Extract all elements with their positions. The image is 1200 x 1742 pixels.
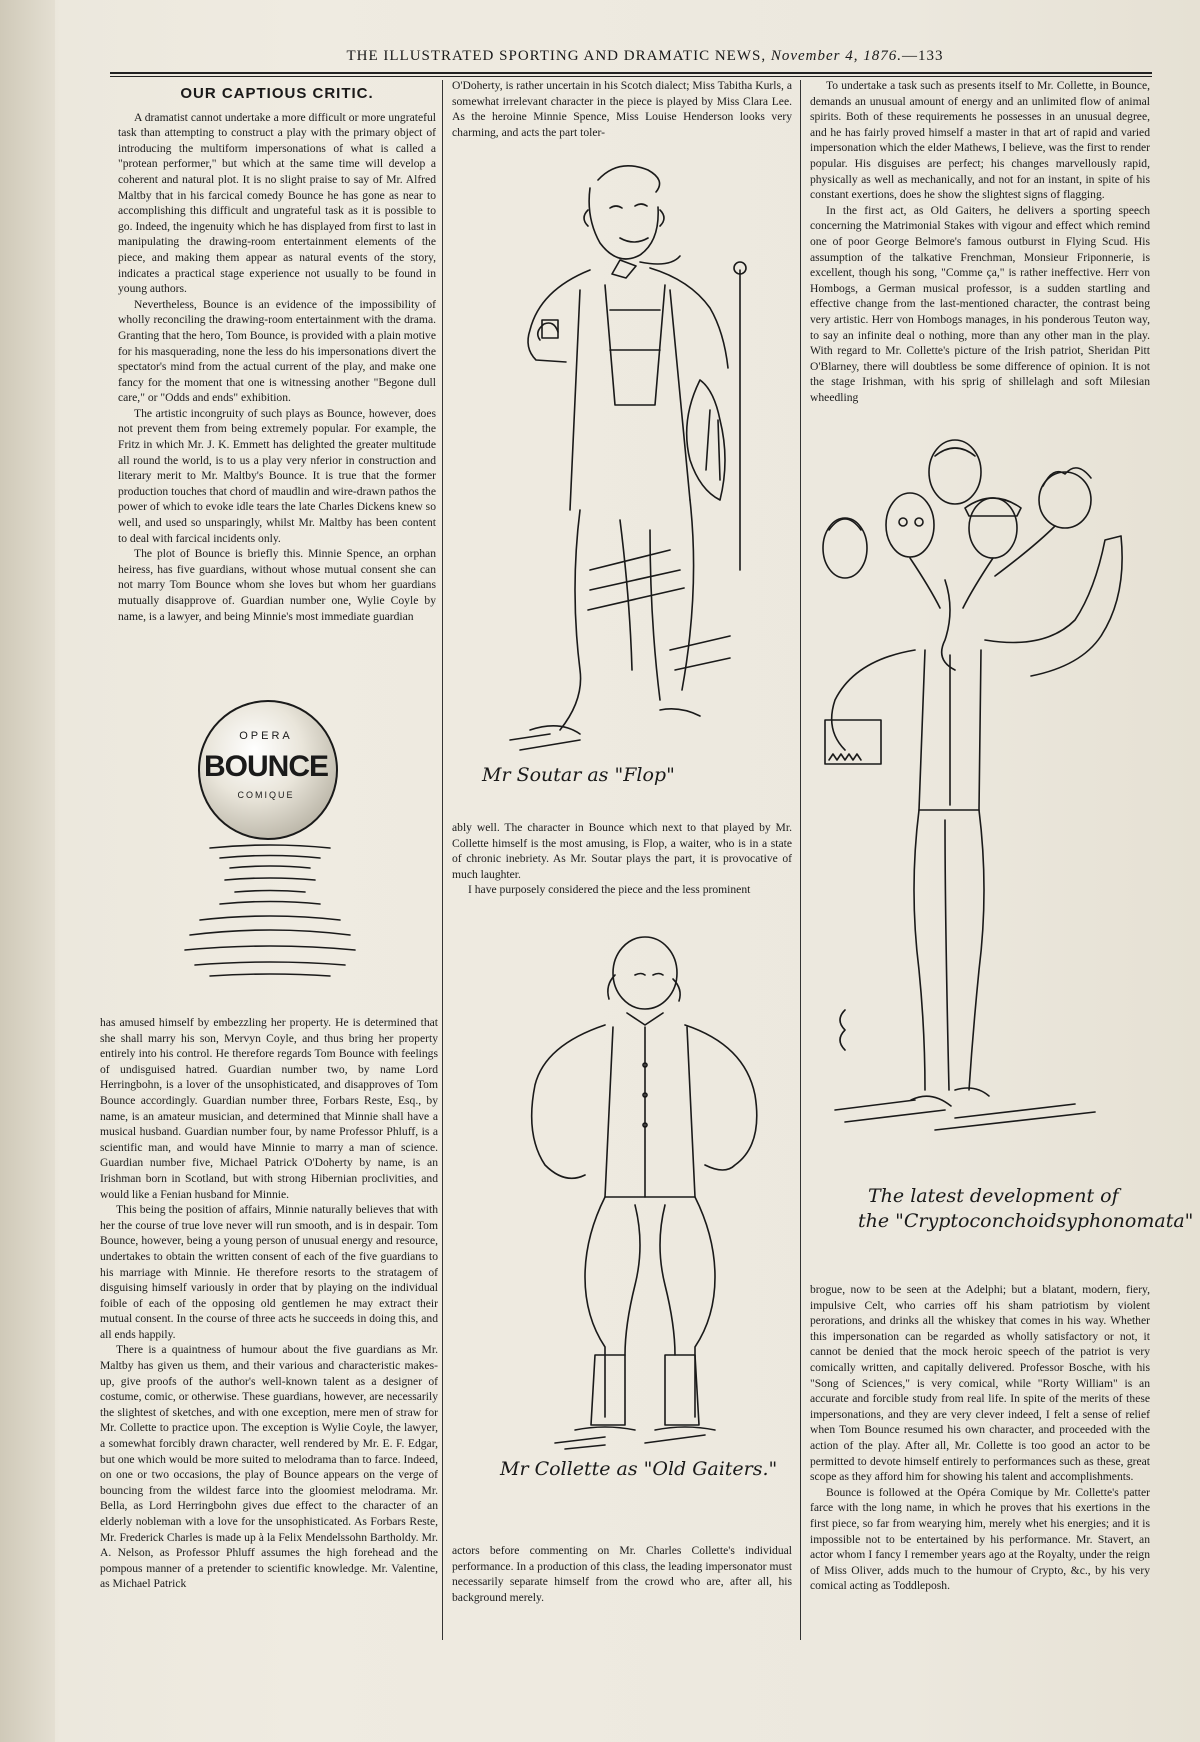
paragraph: I have purposely considered the piece and the less prominent (468, 883, 751, 897)
masthead-date: November 4, 1876. (770, 48, 902, 64)
column-1-top (118, 82, 436, 624)
caption-crypto-line-2: the "Cryptoconchoidsyphonomata" (858, 1210, 1194, 1232)
paragraph: In the first act, as Old Gaiters, he delivers a sporting speech concerning the Matrimonial Stakes with vigour and effect which remind one of poor George Belmore's famous outburst in Flying Scud. His assumption of the talkative Frenchman, Monsieur Friponnerie, is excellent, though his song, "Comme ça," is rather ineffective. Herr von Hombogs, a German musical professor, is a sudden startling and effective change from the last-mentioned character, the contrast being very artistic. Herr von Hombogs manages, in his ponderous Teuton way, to say an infinite deal o nothing, more than any other man in the play. With regard to Mr. Collette's picture of the Irish patriot, Sheridan Pitt O'Blarney, there will doubtless be some difference of opinion. It is not the stage Irishman, with his sprig of shillelagh and soft Milesian wheedling (810, 203, 1150, 404)
masthead-title: THE ILLUSTRATED SPORTING AND DRAMATIC NEWS, (346, 48, 767, 64)
crypto-illustration (815, 430, 1145, 1190)
paragraph: Bounce is followed at the Opéra Comique by Mr. Collette's patter farce with the long name, in which he proves that his exertions in the first piece, so far from wearying him, merely whet his energies; and it is impossible not to be entertained by his performance. Mr. Stavert, an actor whom I fancy I remember years ago at the Royalty, under the reign of Miss Oliver, adds much to the humour of Crypto, &c., by his very comical acting as Toddleposh. (810, 1485, 1150, 1593)
paragraph: O'Doherty, is rather uncertain in his Scotch dialect; Miss Tabitha Kurls, a somewhat irrelevant character in the piece is played by Miss Clara Lee. As the heroine Minnie Spence, Miss Louise Henderson looks very charming, and acts the part toler- (452, 79, 792, 139)
logo-bottom-text: COMIQUE (237, 790, 295, 800)
paragraph: A dramatist cannot undertake a more difficult or more ungrateful task than attempting to construct a play with the primary object of introducing the multiform impersonations of what is called a "protean performer," but which at the same time will develop a coherent and natural plot. It is no slight praise to say of Mr. Alfred Maltby that in his farcical comedy Bounce he has gone as near to accomplishing this difficult and ungrateful task as it is possible to go. Indeed, the ingenuity which he has displayed from first to last in manipulating the drawing-room entertainment elements of the piece, and making them appear as natural events of the story, indicates a practical stage experience not usually to be found in young authors. (118, 110, 436, 296)
flop-illustration (470, 150, 770, 760)
page-edge (0, 0, 55, 1742)
header-rule (110, 72, 1152, 74)
caption-crypto-line-1: The latest development of (868, 1185, 1119, 1207)
paragraph: Nevertheless, Bounce is an evidence of the impossibility of wholly reconciling the drawing-room entertainment with the drama. Granting that the hero, Tom Bounce, is provided with a plain motive for his masquerading, none the less do his impersonations divert the spectator's mind from the actual current of the play, and make one fancy for the moment that one is witnessing another "Begone dull care," or "Odds and ends" exhibition. (118, 297, 436, 405)
column-divider (800, 80, 801, 1640)
column-1-bottom (100, 1015, 438, 1592)
caption-flop: Mr Soutar as "Flop" (482, 764, 675, 786)
paragraph: has amused himself by embezzling her property. He is determined that she shall marry his son, Mervyn Coyle, and thus bring her property entirely into his control. He therefore regards Tom Bounce with feelings of undisguised hatred. Guardian number two, by name Lord Herringbohn, is a lover of the unsophisticated, and disapproves of Tom Bounce accordingly. Guardian number three, Forbars Reste, Esq., by name, is an amateur musician, and determined that Minnie shall have a musical husband. Guardian number four, by name Professor Phluff, is a scientific man, and would have Minnie to marry a man of science. Guardian number five, Michael Patrick O'Doherty by name, is an Irishman born in Scotland, but with strong Hibernian proclivities, and would like a Fenian husband for Minnie. (100, 1016, 438, 1201)
column-2-mid (452, 820, 792, 898)
paragraph: The artistic incongruity of such plays as Bounce, however, does not prevent them from being extremely popular. For example, the Fritz in which Mr. J. K. Emmett has delighted the greater multitude all round the world, is to us a play very nferior in construction and literary merit to Mr. Maltby's Bounce. It is true that the former production touches that chord of maudlin and wire-drawn pathos the power of which to evoke idle tears the late Charles Dickens knew so well, and used so unsparingly, whilst Mr. Maltby has been content to deal with farcical incidents only. (118, 406, 436, 545)
old-gaiters-illustration (495, 935, 765, 1455)
caption-old-gaiters: Mr Collette as "Old Gaiters." (500, 1458, 778, 1480)
column-2-top (452, 78, 792, 140)
article-title: OUR CAPTIOUS CRITIC. (180, 85, 374, 102)
paragraph: The plot of Bounce is briefly this. Minnie Spence, an orphan heiress, has five guardians, without whose mutual consent she can not marry Tom Bounce whom she loves but whom her guardians mutually disapprove of. Guardian number one, Wylie Coyle by name, is a lawyer, and being Minnie's most immediate guardian (118, 547, 436, 623)
paragraph: This being the position of affairs, Minnie naturally believes that with her the course of true love never will run smooth, and is in despair. Tom Bounce, however, being a young person of unusual energy and resource, undertakes to obtain the written consent of each of the five guardians to his marriage with Minnie. He therefore resorts to the stratagem of disguising himself variously in order that by playing on the individual foible of each of the opposing old gentlemen he may extract their mutual consent. In the course of three acts he succeeds in doing this, and all ends happily. (100, 1203, 438, 1341)
column-divider (442, 80, 443, 1640)
column-3-top (810, 78, 1150, 405)
page-number: —133 (902, 48, 944, 64)
logo-top-text: OPERA (239, 730, 293, 742)
column-3-bottom (810, 1282, 1150, 1594)
column-2-bottom (452, 1543, 792, 1605)
paragraph: To undertake a task such as presents itself to Mr. Collette, in Bounce, demands an unusual amount of energy and an unlimited flow of animal spirits. Both of these requirements he possesses in an unusual degree, and he has fairly proved himself a master in that art of rapid and varied impersonation which the elder Mathews, I believe, was the first to render popular. His disguises are perfect; his changes marvellously rapid, physically as well as mechanically, and not for an instant, in spite of his constant exertions, does he show the slightest signs of flagging. (810, 79, 1150, 202)
paragraph: brogue, now to be seen at the Adelphi; but a blatant, modern, fiery, impulsive Celt, who carries off his sham patriotism by violent perorations, and drinks all the whiskey that comes in his way. Whether this impersonation can be regarded as wholly satisfactory or not, it cannot be denied that the mock heroic speech of the patriot is very comically written, and capitally delivered. Professor Bosche, with his "Song of Sciences," is very comical, while "Rorty William" is an accurate and forcible study from real life. In spite of the merits of these impersonations, and they are very clever indeed, I felt a sense of relief when Tom Bounce resumed his own character, and proceeded with the action of the play. After all, Mr. Collette is too good an actor to be permitted to devote himself entirely to performances such as these, great scope as they afford him for showing his talent and accomplishments. (810, 1283, 1150, 1484)
paragraph: There is a quaintness of humour about the five guardians as Mr. Maltby has given us them, and their various and characteristic makes-up, give proofs of the author's well-known talent as a designer of costume, comic, or otherwise. These guardians, however, are necessarily the slightest of sketches, and with one exception, mere men of straw for Mr. Collette to practice upon. The exception is Wylie Coyle, the lawyer, a somewhat forcibly drawn character, well rendered by Mr. E. F. Edgar, but one which would be more suited to melodrama than to farce. Indeed, on one or two occasions, the play of Bounce appears on the verge of bouncing from the wildest farce into the gloomiest melodrama. Mr. Bella, as Lord Herringbohn gives due effect to the character of an elderly nobleman with a love for the unsophisticated. As Forbars Reste, Mr. Frederick Charles is made up à la Felix Mendelssohn Bartholdy. Mr. A. Nelson, as Professor Phluff assumes the high forehead and the pompous manner of a pretender to scientific knowledge. Mr. Valentine, as Michael Patrick (100, 1343, 438, 1591)
logo-reflection-illustration (180, 840, 360, 980)
paragraph: actors before commenting on Mr. Charles Collette's individual performance. In a production of this class, the leading impersonator must necessarily separate himself from the crowd who are, after all, his background merely. (452, 1544, 792, 1604)
header-rule-thin (110, 76, 1152, 77)
bounce-logo (198, 700, 336, 840)
masthead (110, 48, 1180, 70)
logo-main-text: BOUNCE (203, 750, 328, 783)
paragraph: ably well. The character in Bounce which next to that played by Mr. Collette himself is the most amusing, is Flop, a waiter, who is in a state of chronic inebriety. As Mr. Soutar plays the part, it is provocative of much laughter. (452, 821, 792, 881)
